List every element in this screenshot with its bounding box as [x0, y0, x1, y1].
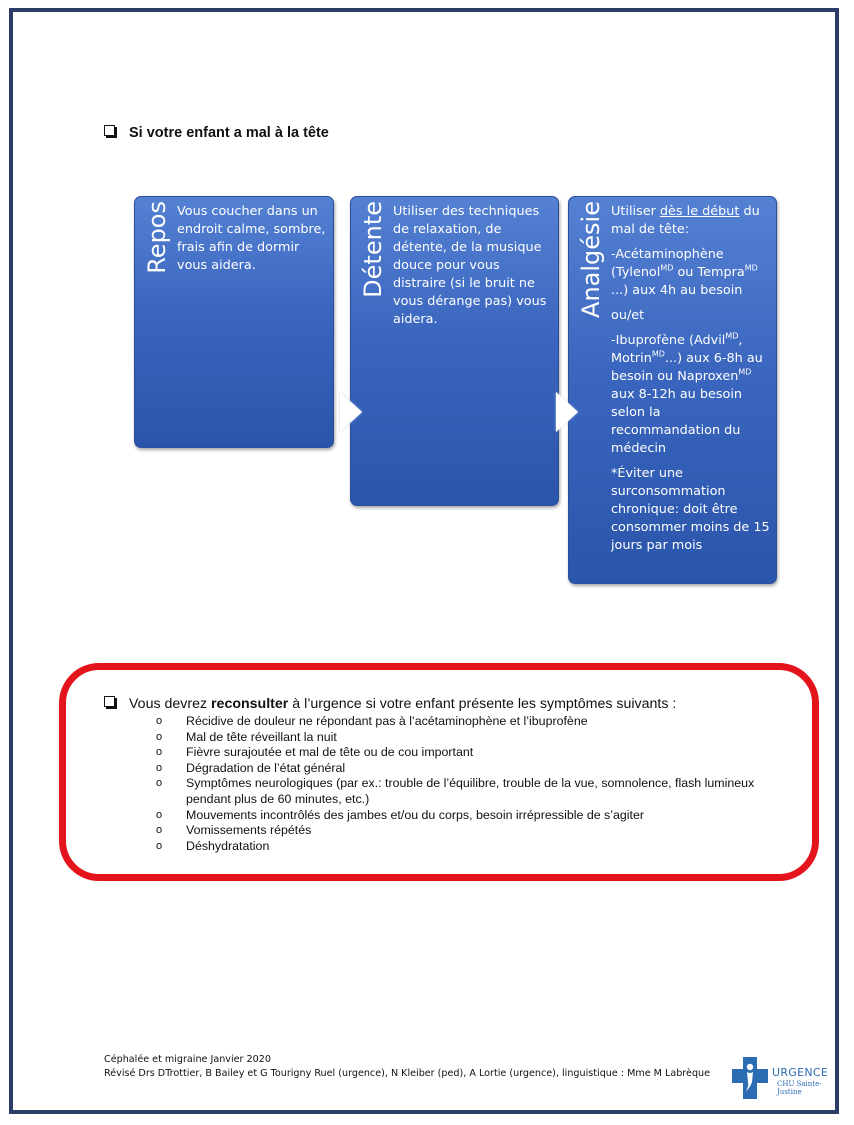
- urgence-logo: [730, 1055, 840, 1105]
- analgesie-ouet: ou/et: [611, 308, 645, 323]
- list-item: o Fièvre surajoutée et mal de tête ou de cou important: [156, 745, 474, 760]
- list-item: o Symptômes neurologiques (par ex.: trouble de l’équilibre, trouble de la vue, somnolence, flash lumineux pendant plus de 60 minutes, etc.): [156, 776, 755, 806]
- arrow-right-icon: [340, 392, 362, 432]
- checkbox-bullet-icon: [104, 125, 115, 136]
- logo-brand: URGENCE: [772, 1066, 829, 1079]
- list-item: o Mouvements incontrôlés des jambes et/ou du corps, besoin irrépressible de s’agiter: [156, 807, 644, 822]
- footer: [104, 1053, 710, 1081]
- checkbox-bullet-icon: [104, 696, 115, 707]
- card-detente: [350, 196, 559, 506]
- card-analgesie-text: [611, 203, 770, 562]
- analgesie-ibuprofen: -Ibuprofène (Advil$^{MD}$, Motrin$^{MD}$...) aux 6-8h au besoin ou Naproxen$^{MD}$ aux 8-12h au besoin selon la recommandation du médecin: [611, 331, 763, 456]
- card-detente-text: Utiliser des techniques de relaxation, de détente, de la musique douce pour vous distraire (si le bruit ne vous dérange pas) vous aidera.: [393, 204, 547, 327]
- arrow-right-icon: [556, 392, 578, 432]
- section-title-text: Si votre enfant a mal à la tête: [129, 125, 329, 141]
- section-title: [104, 125, 329, 141]
- card-repos-label: Repos: [143, 201, 171, 274]
- list-item: o Mal de tête réveillant la nuit: [156, 729, 337, 744]
- analgesie-intro: Utiliser dès le début du mal de tête:: [611, 204, 760, 237]
- list-item: o Déshydratation: [156, 838, 270, 853]
- card-analgesie-label: Analgésie: [577, 201, 605, 318]
- reconsult-heading: Vous devrez reconsulter à l’urgence si votre enfant présente les symptômes suivants :: [104, 696, 676, 712]
- logo-subtitle: CHU Sainte-Justine: [777, 1080, 822, 1096]
- card-detente-label: Détente: [359, 201, 387, 298]
- analgesie-warning: *Éviter une surconsommation chronique: doit être consommer moins de 15 jours par mois: [611, 466, 770, 553]
- medical-cross-icon: [730, 1055, 770, 1101]
- footer-line-1: Céphalée et migraine Janvier 2020: [104, 1054, 271, 1065]
- card-repos: [134, 196, 334, 448]
- analgesie-acetaminophen: -Acétaminophène (Tylenol$^{MD}$ ou Tempra$^{MD}$ ...) aux 4h au besoin: [611, 247, 758, 298]
- card-analgesie: [568, 196, 777, 584]
- symptom-list: [150, 714, 770, 854]
- card-repos-text: Vous coucher dans un endroit calme, sombre, frais afin de dormir vous aidera.: [177, 204, 326, 273]
- list-item: o Vomissements répétés: [156, 823, 312, 838]
- list-item: o Dégradation de l’état général: [156, 760, 346, 775]
- list-item: o Récidive de douleur ne répondant pas à l’acétaminophène et l’ibuprofène: [156, 714, 588, 728]
- footer-line-2: Révisé Drs DTrottier, B Bailey et G Tourigny Ruel (urgence), N Kleiber (ped), A Lortie (urgence), linguistique : Mme M Labrèque: [104, 1068, 711, 1079]
